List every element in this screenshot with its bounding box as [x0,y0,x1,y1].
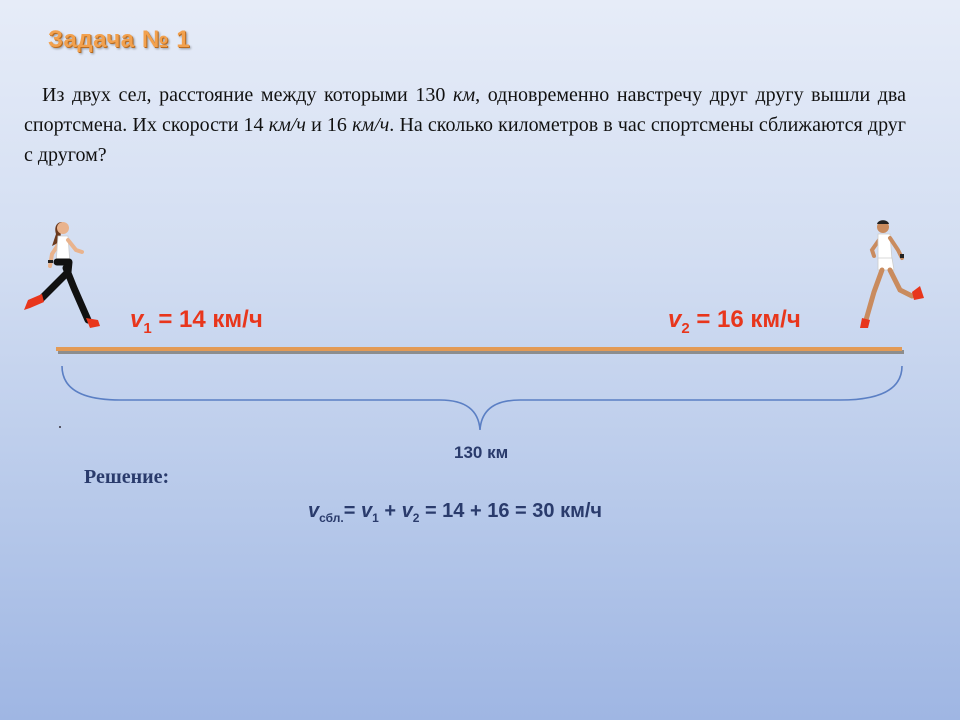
task-title: Задача № 1 [48,26,191,53]
problem-text: Из двух сел, расстояние между которыми 130 км, одновременно навстречу друг другу вышли два спортсмена. Их скорости 14 км/ч и 16 км/ч. На сколько километров в час спортсмены сближаются друг с другом? [24,84,907,166]
stray-dot [59,426,61,428]
velocity-v2-label: $v_2 = 16$ км/ч [668,306,801,337]
solution-label: Решение: [84,466,170,488]
velocity-v1-label: $v_1 = 14$ км/ч [130,306,263,337]
road-line [56,347,902,351]
solution-formula: $v_{сбл.}= v_1 + v_2 = 14 + 16 = 30$ км/ч [308,500,603,525]
runner-man-icon [856,216,930,340]
runner-woman-icon [16,216,106,340]
distance-label: 130 км [454,443,509,462]
